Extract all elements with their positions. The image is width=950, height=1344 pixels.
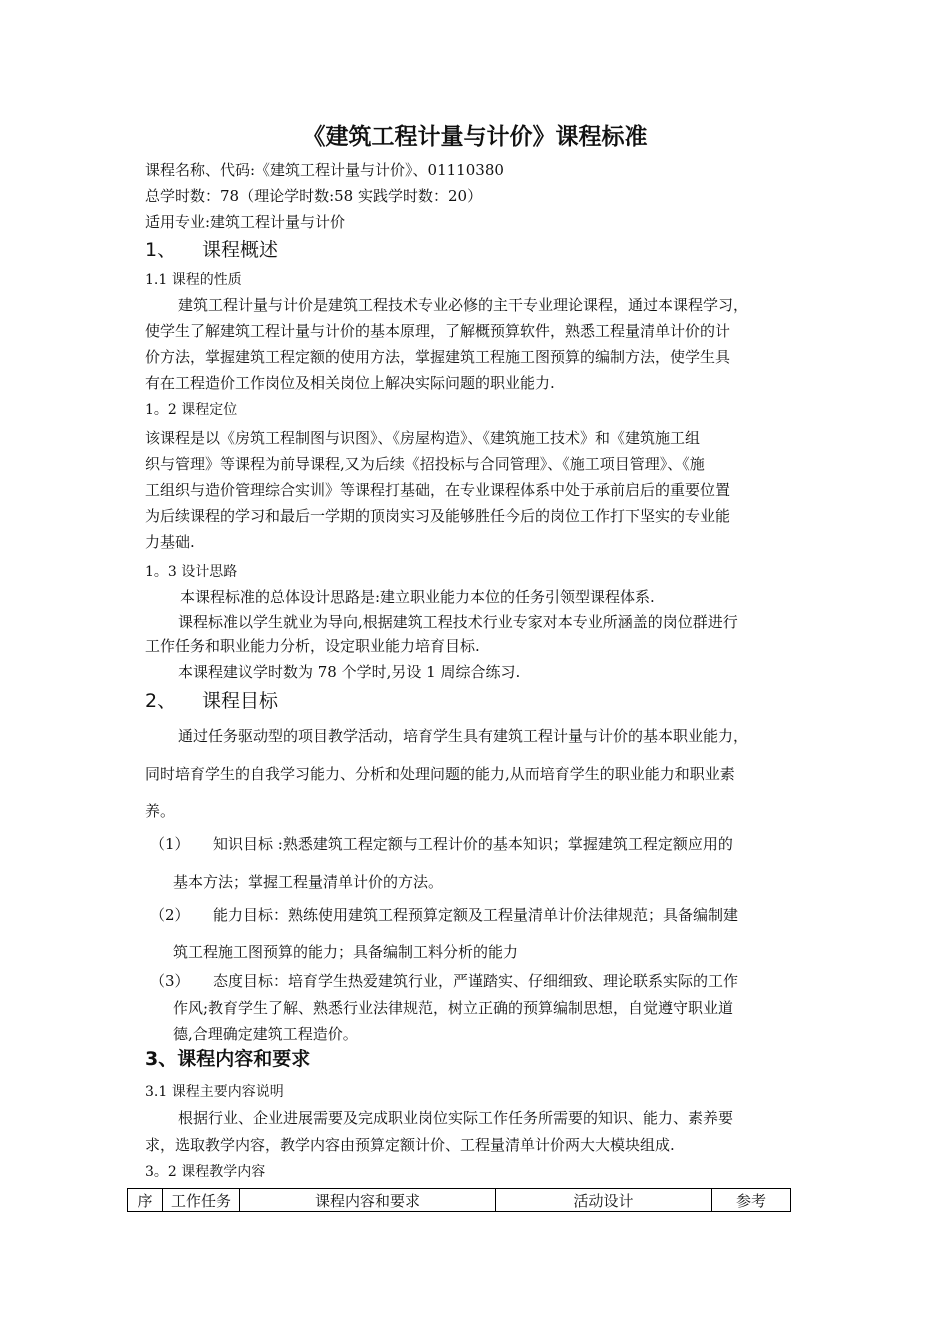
- goal-2-line: 筑工程施工图预算的能力；具备编制工料分析的能力: [173, 943, 519, 961]
- section-2-number: 2、: [145, 690, 177, 712]
- section-3-1-heading: 3.1 课程主要内容说明: [145, 1084, 284, 1100]
- section-3-2-heading: 3。2 课程教学内容: [145, 1164, 266, 1180]
- section-1-number: 1、: [145, 239, 177, 261]
- goal-2-line: 能力目标：熟练使用建筑工程预算定额及工程量清单计价法律规范；具备编制建: [213, 906, 739, 924]
- paragraph-line: 通过任务驱动型的项目教学活动，培育学生具有建筑工程计量与计价的基本职业能力，: [178, 727, 749, 745]
- paragraph-line: 工作任务和职业能力分析，设定职业能力培育目标.: [145, 637, 480, 655]
- section-2-title: 课程目标: [202, 690, 279, 712]
- goal-1-line: 知识目标 :熟悉建筑工程定额与工程计价的基本知识；掌握建筑工程定额应用的: [213, 835, 733, 853]
- paragraph-line: 有在工程造价工作岗位及相关岗位上解决实际问题的职业能力.: [145, 374, 555, 392]
- paragraph-line: 使学生了解建筑工程计量与计价的基本原理，了解概预算软件，熟悉工程量清单计价的计: [145, 322, 731, 340]
- goal-3-line: 态度目标：培育学生热爱建筑行业，严谨踏实、仔细细致、理论联系实际的工作: [213, 972, 739, 990]
- paragraph-line: 本课程标准的总体设计思路是:建立职业能力本位的任务引领型课程体系.: [180, 588, 655, 606]
- goal-2-number: （2）: [150, 906, 190, 924]
- paragraph-line: 工组织与造价管理综合实训》等课程打基础，在专业课程体系中处于承前启后的重要位置: [145, 481, 731, 499]
- table-header-cell: 活动设计: [496, 1189, 712, 1212]
- goal-3-line: 作风;教育学生了解、熟悉行业法律规范，树立正确的预算编制思想，自觉遵守职业道: [173, 999, 734, 1017]
- paragraph-line: 为后续课程的学习和最后一学期的顶岗实习及能够胜任今后的岗位工作打下坚实的专业能: [145, 507, 731, 525]
- paragraph-line: 课程标准以学生就业为导向,根据建筑工程技术行业专家对本专业所涵盖的岗位群进行: [178, 613, 738, 631]
- table-header-cell: 工作任务: [163, 1189, 240, 1212]
- section-3-heading: 3、课程内容和要求: [145, 1048, 311, 1070]
- section-2-heading: [145, 688, 278, 714]
- course-name-line: 课程名称、代码:《建筑工程计量与计价》、01110380: [145, 161, 504, 179]
- paragraph-line: 力基础.: [145, 533, 195, 551]
- paragraph-line: 织与管理》等课程为前导课程,又为后续《招投标与合同管理》、《施工项目管理》、《施: [145, 455, 705, 473]
- paragraph-line: 养。: [145, 802, 176, 820]
- document-title: 《建筑工程计量与计价》课程标准: [302, 124, 648, 150]
- paragraph-line: 该课程是以《房筑工程制图与识图》、《房屋构造》、《建筑施工技术》和《建筑施工组: [145, 429, 701, 447]
- table-header-cell: 参考: [712, 1189, 791, 1212]
- goal-1-number: （1）: [150, 835, 190, 853]
- table-header-row: [128, 1189, 791, 1212]
- course-content-table: [127, 1188, 791, 1212]
- goal-3-number: （3）: [150, 972, 190, 990]
- section-1-title: 课程概述: [202, 239, 279, 261]
- applicable-major-line: 适用专业:建筑工程计量与计价: [145, 213, 346, 231]
- paragraph-line: 本课程建议学时数为 78 个学时,另设 1 周综合练习.: [178, 663, 521, 681]
- section-1-3-heading: 1。3 设计思路: [145, 564, 238, 580]
- paragraph-line: 求，选取教学内容，教学内容由预算定额计价、工程量清单计价两大大模块组成.: [145, 1136, 675, 1154]
- goal-1-line: 基本方法；掌握工程量清单计价的方法。: [173, 873, 444, 891]
- paragraph-line: 建筑工程计量与计价是建筑工程技术专业必修的主干专业理论课程，通过本课程学习，: [178, 296, 749, 314]
- table-header-cell: 序: [128, 1189, 163, 1212]
- paragraph-line: 根据行业、企业进展需要及完成职业岗位实际工作任务所需要的知识、能力、素养要: [178, 1109, 734, 1127]
- section-1-heading: [145, 237, 278, 263]
- paragraph-line: 价方法，掌握建筑工程定额的使用方法，掌握建筑工程施工图预算的编制方法，使学生具: [145, 348, 731, 366]
- paragraph-line: 同时培育学生的自我学习能力、分析和处理问题的能力,从而培育学生的职业能力和职业素: [145, 765, 735, 783]
- total-hours-line: 总学时数：78（理论学时数:58 实践学时数：20）: [145, 187, 483, 205]
- section-1-1-heading: 1.1 课程的性质: [145, 272, 242, 288]
- table-header-cell: 课程内容和要求: [240, 1189, 496, 1212]
- section-1-2-heading: 1。2 课程定位: [145, 402, 238, 418]
- goal-3-line: 德,合理确定建筑工程造价。: [173, 1025, 358, 1043]
